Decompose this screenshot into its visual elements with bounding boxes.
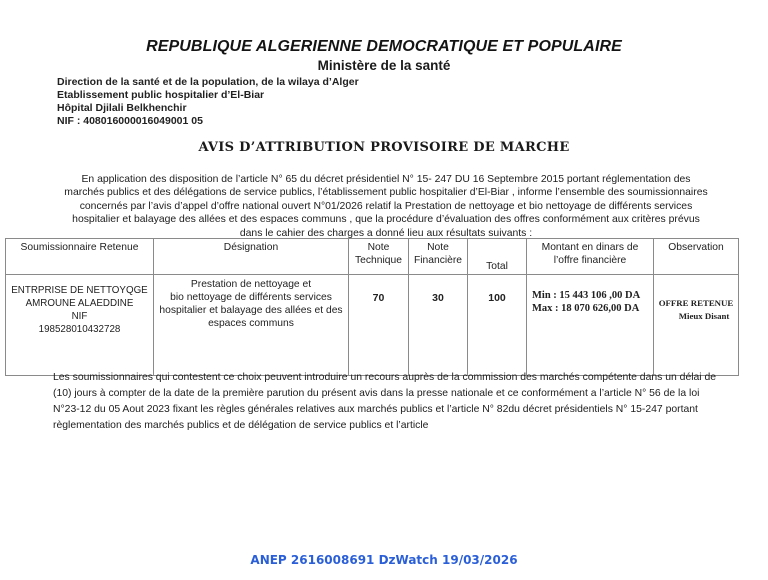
issuer-direction: Direction de la santé et de la population, de la wilaya d’Alger (57, 76, 359, 88)
montant-min: Min : 15 443 106 ,00 DA (532, 290, 641, 301)
recours-line: Les soumissionnaires qui contestent ce choix peuvent introduire un recours auprès de la commission des marchés compétente dans un délai de (53, 372, 717, 383)
header-montant: Montant en dinars de l’offre financière (527, 239, 654, 275)
header-soumissionnaire: Soumissionnaire Retenue (6, 239, 154, 275)
issuer-nif: NIF : 408016000016049001 05 (57, 115, 203, 127)
ministry-title: Ministère de la santé (317, 58, 451, 73)
header-total: Total (468, 239, 527, 275)
header-observation: Observation (654, 239, 739, 275)
intro-line: hospitalier et balayage des allées et des espaces communs , que la procédure d’évaluation des offres conformément aux critères prévus (72, 214, 700, 226)
nif-label: NIF (71, 311, 88, 322)
nif-value: 198528010432728 (38, 324, 121, 335)
recours-line: règlementation des marchés publics et de délégation de service publics et l’article (53, 420, 429, 431)
notice-title: AVIS D’ATTRIBUTION PROVISOIRE DE MARCHE (198, 140, 570, 155)
republic-title: REPUBLIQUE ALGERIENNE DEMOCRATIQUE ET POPULAIRE (146, 38, 622, 55)
observation-note: Mieux Disant (678, 311, 730, 321)
intro-line: marchés publics et des délégations de service publics, l’établissement public hospitalier d’El-Biar , informe l’ensemble des soumissionnaires (64, 187, 708, 199)
recours-paragraph (53, 370, 733, 434)
recours-line: N°23-12 du 05 Aout 2023 fixant les règles générales relatives aux marchés publics et l’article N° 82du décret présidentiels N° 15-247 portant (53, 404, 698, 415)
company-name-line-1: ENTRPRISE DE NETTOYQGE (11, 285, 148, 296)
intro-line: dans le cahier des charges a donné lieu aux résultats suivants : (239, 227, 533, 239)
issuer-hospital: Hôpital Djilali Belkhenchir (57, 102, 187, 114)
cell-note-financiere: 30 (409, 275, 468, 376)
table-row (6, 275, 739, 376)
montant-max: Max : 18 070 626,00 DA (532, 303, 640, 314)
header-designation: Désignation (154, 239, 349, 275)
cell-montant (527, 275, 654, 376)
intro-line: concernés par l’avis d’appel d’offre national ouvert N°01/2026 relatif la Prestation de nettoyage et bio nettoyage de différents services (79, 200, 693, 212)
observation-status: OFFRE RETENUE (658, 298, 734, 308)
issuer-establishment: Etablissement public hospitalier d’El-Biar (57, 89, 265, 101)
results-table (5, 238, 739, 376)
table-header-row (6, 239, 739, 275)
issuer-block (57, 76, 359, 128)
footer-reference: ANEP 2616008691 DzWatch 19/03/2026 (250, 553, 518, 567)
cell-designation: Prestation de nettoyage et bio nettoyage de différents services hospitalier et balayage des allées et des espaces communs (154, 275, 349, 376)
notice-intro (62, 173, 710, 240)
recours-line: (10) jours à compter de la date de la première parution du présent avis dans la presse nationale et ce conformément a l’article N° 56 de la loi (53, 388, 700, 399)
header-note-technique: Note Technique (349, 239, 409, 275)
company-name-line-2: AMROUNE ALAEDDINE (25, 298, 134, 309)
cell-soumissionnaire (6, 275, 154, 376)
cell-total: 100 (468, 275, 527, 376)
cell-observation (654, 275, 739, 376)
cell-note-technique: 70 (349, 275, 409, 376)
header-note-financiere: Note Financière (409, 239, 468, 275)
intro-line: En application des disposition de l’article N° 65 du décret présidentiel N° 15- 247 DU 16 Septembre 2015 portant réglementation des (81, 174, 691, 185)
